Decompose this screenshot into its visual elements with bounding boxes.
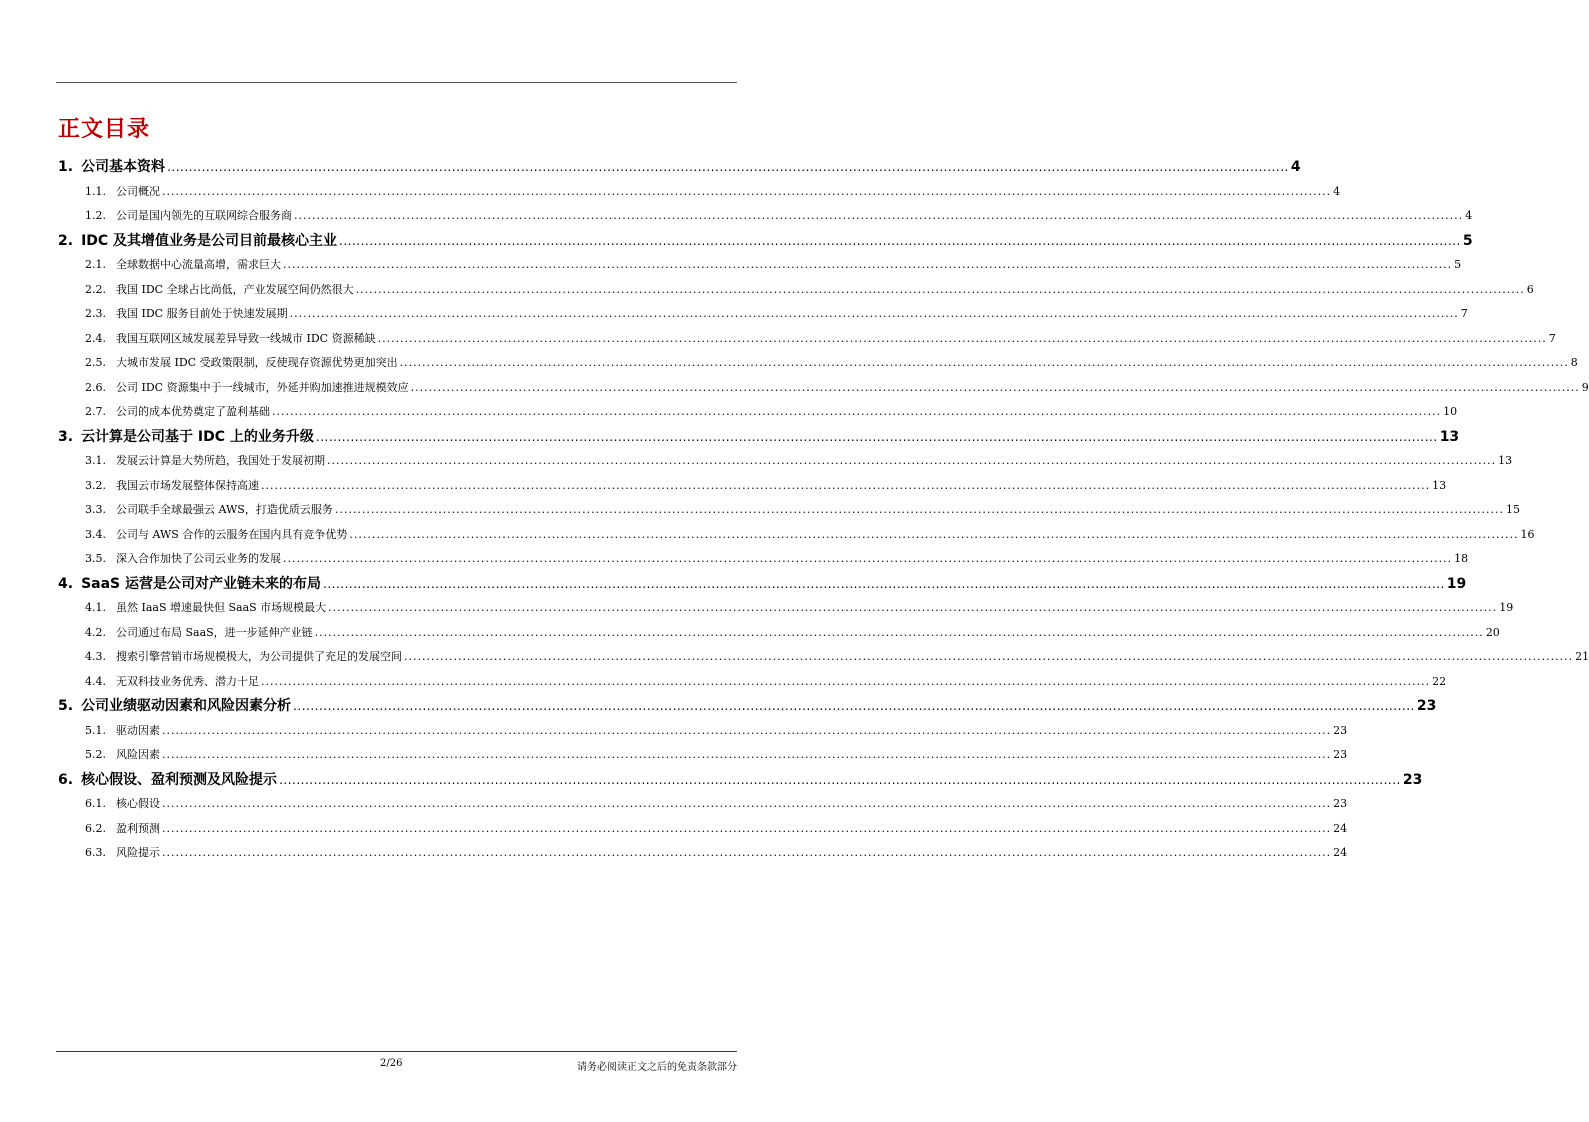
toc-entry-page: 18 xyxy=(1454,552,1469,565)
toc-entry-title: 虽然 IaaS 增速最快但 SaaS 市场规模最大 xyxy=(116,601,327,614)
footer-rule xyxy=(56,1051,737,1052)
toc-entry-number: 2.3. xyxy=(85,307,106,320)
toc-dot-leader: .................................................................................................................................................................................................................................................................... xyxy=(349,527,1519,541)
toc-entry-number: 3.3. xyxy=(85,503,106,516)
toc-dot-leader: .................................................................................................................................................................................................................................................................... xyxy=(334,503,1504,516)
toc-dot-leader: .................................................................................................................................................................................................................................................................... xyxy=(261,478,1431,492)
toc-entry-page: 8 xyxy=(1570,356,1578,369)
toc-entry-title: 盈利预测 xyxy=(116,821,160,835)
table-of-contents xyxy=(58,155,1589,866)
toc-entry-number: 2.5. xyxy=(85,356,106,369)
toc-entry-page: 24 xyxy=(1333,821,1348,835)
toc-entry-title: 公司概况 xyxy=(116,184,160,198)
toc-entry-title: 全球数据中心流量高增，需求巨大 xyxy=(116,258,281,271)
toc-subsection-entry[interactable] xyxy=(58,596,1514,621)
toc-entry-page: 5 xyxy=(1462,232,1473,249)
toc-dot-leader: .................................................................................................................................................................................................................................................................... xyxy=(323,576,1445,591)
toc-dot-leader: .................................................................................................................................................................................................................................................................... xyxy=(327,454,1497,467)
toc-entry-page: 23 xyxy=(1416,698,1437,714)
toc-entry-title: 公司通过布局 SaaS，进一步延伸产业链 xyxy=(116,625,313,639)
toc-dot-leader: .................................................................................................................................................................................................................................................................... xyxy=(293,699,1415,713)
toc-subsection-entry[interactable] xyxy=(58,474,1447,499)
toc-subsection-entry[interactable] xyxy=(58,327,1556,352)
toc-entry-number: 6.1. xyxy=(85,797,106,810)
toc-entry-title: 深入合作加快了公司云业务的发展 xyxy=(116,552,281,565)
toc-subsection-entry[interactable] xyxy=(58,817,1348,842)
toc-entry-page: 23 xyxy=(1333,723,1348,737)
toc-entry-page: 4 xyxy=(1465,209,1473,222)
toc-entry-page: 24 xyxy=(1333,846,1348,859)
toc-entry-number: 4.1. xyxy=(85,601,106,614)
toc-entry-number: 5. xyxy=(58,698,74,714)
toc-entry-title: 我国云市场发展整体保持高速 xyxy=(116,478,259,492)
toc-subsection-entry[interactable] xyxy=(58,547,1469,572)
toc-subsection-entry[interactable] xyxy=(58,278,1534,303)
toc-subsection-entry[interactable] xyxy=(58,743,1348,768)
toc-entry-title: 我国互联网区域发展差异导致一线城市 IDC 资源稀缺 xyxy=(116,331,376,345)
toc-dot-leader: .................................................................................................................................................................................................................................................................... xyxy=(162,821,1332,835)
toc-entry-number: 3.4. xyxy=(85,527,106,541)
toc-entry-title: 公司与 AWS 合作的云服务在国内具有竞争优势 xyxy=(116,527,348,541)
toc-entry-title: SaaS 运营是公司对产业链未来的布局 xyxy=(81,575,321,592)
toc-entry-page: 23 xyxy=(1402,771,1423,788)
toc-entry-number: 3. xyxy=(58,428,74,445)
toc-entry-page: 4 xyxy=(1333,184,1341,198)
toc-section-entry[interactable] xyxy=(58,572,1467,597)
toc-entry-title: 公司业绩驱动因素和风险因素分析 xyxy=(81,698,292,714)
toc-subsection-entry[interactable] xyxy=(58,449,1513,474)
toc-entry-title: 风险提示 xyxy=(116,846,160,859)
toc-entry-number: 2.2. xyxy=(85,282,106,296)
toc-entry-number: 4.4. xyxy=(85,674,106,688)
toc-entry-title: 驱动因素 xyxy=(116,723,160,737)
toc-entry-page: 23 xyxy=(1333,797,1348,810)
toc-subsection-entry[interactable] xyxy=(58,621,1500,646)
toc-dot-leader: .................................................................................................................................................................................................................................................................... xyxy=(162,184,1332,198)
toc-entry-title: 云计算是公司基于 IDC 上的业务升级 xyxy=(81,428,314,445)
toc-entry-title: 公司是国内领先的互联网综合服务商 xyxy=(116,209,292,222)
toc-dot-leader: .................................................................................................................................................................................................................................................................... xyxy=(355,282,1525,296)
toc-entry-number: 2.6. xyxy=(85,380,106,394)
toc-entry-title: 公司 IDC 资源集中于一线城市，外延并购加速推进规模效应 xyxy=(116,380,409,394)
toc-entry-title: 公司的成本优势奠定了盈利基础 xyxy=(116,405,270,418)
toc-entry-number: 6. xyxy=(58,771,74,788)
toc-entry-title: 发展云计算是大势所趋，我国处于发展初期 xyxy=(116,454,325,467)
toc-entry-page: 5 xyxy=(1454,258,1462,271)
toc-subsection-entry[interactable] xyxy=(58,351,1578,376)
toc-title: 正文目录 xyxy=(58,117,151,142)
toc-subsection-entry[interactable] xyxy=(58,498,1520,523)
header-rule xyxy=(56,82,737,83)
toc-dot-leader: .................................................................................................................................................................................................................................................................... xyxy=(162,846,1332,859)
toc-entry-number: 4.2. xyxy=(85,625,106,639)
toc-entry-page: 9 xyxy=(1581,380,1589,394)
toc-section-entry[interactable] xyxy=(58,229,1473,254)
toc-dot-leader: .................................................................................................................................................................................................................................................................... xyxy=(314,625,1484,639)
toc-entry-number: 1. xyxy=(58,159,74,175)
page-number: 2/26 xyxy=(380,1058,403,1069)
toc-dot-leader: .................................................................................................................................................................................................................................................................... xyxy=(283,552,1453,565)
toc-subsection-entry[interactable] xyxy=(58,792,1348,817)
toc-subsection-entry[interactable] xyxy=(58,253,1462,278)
toc-dot-leader: .................................................................................................................................................................................................................................................................... xyxy=(399,356,1569,369)
toc-entry-page: 7 xyxy=(1548,331,1556,345)
toc-entry-number: 5.2. xyxy=(85,748,106,761)
toc-entry-title: 风险因素 xyxy=(116,748,160,761)
toc-subsection-entry[interactable] xyxy=(58,400,1458,425)
toc-entry-number: 1.2. xyxy=(85,209,106,222)
toc-subsection-entry[interactable] xyxy=(58,302,1468,327)
disclaimer-note: 请务必阅读正文之后的免责条款部分 xyxy=(577,1062,737,1073)
toc-dot-leader: .................................................................................................................................................................................................................................................................... xyxy=(162,723,1332,737)
toc-entry-number: 2. xyxy=(58,232,74,249)
toc-subsection-entry[interactable] xyxy=(58,204,1473,229)
toc-entry-title: 核心假设 xyxy=(116,797,160,810)
toc-entry-page: 13 xyxy=(1498,454,1513,467)
toc-entry-page: 21 xyxy=(1575,650,1589,663)
toc-entry-title: IDC 及其增值业务是公司目前最核心主业 xyxy=(81,232,338,249)
toc-entry-page: 4 xyxy=(1290,159,1301,175)
toc-entry-title: 我国 IDC 服务目前处于快速发展期 xyxy=(116,307,288,320)
toc-entry-number: 4. xyxy=(58,575,74,592)
toc-dot-leader: .................................................................................................................................................................................................................................................................... xyxy=(339,233,1461,248)
toc-entry-number: 3.2. xyxy=(85,478,106,492)
toc-entry-number: 2.1. xyxy=(85,258,106,271)
toc-entry-page: 16 xyxy=(1520,527,1535,541)
toc-section-entry[interactable] xyxy=(58,425,1460,450)
toc-section-entry[interactable] xyxy=(58,694,1437,719)
toc-subsection-entry[interactable] xyxy=(58,523,1535,548)
toc-entry-page: 19 xyxy=(1446,575,1467,592)
toc-dot-leader: .................................................................................................................................................................................................................................................................... xyxy=(283,258,1453,271)
toc-subsection-entry[interactable] xyxy=(58,719,1348,744)
toc-entry-number: 3.5. xyxy=(85,552,106,565)
toc-entry-number: 6.2. xyxy=(85,821,106,835)
toc-dot-leader: .................................................................................................................................................................................................................................................................... xyxy=(404,650,1574,663)
toc-subsection-entry[interactable] xyxy=(58,841,1348,866)
toc-dot-leader: .................................................................................................................................................................................................................................................................... xyxy=(289,307,1459,320)
toc-dot-leader: .................................................................................................................................................................................................................................................................... xyxy=(261,674,1431,688)
toc-entry-number: 2.7. xyxy=(85,405,106,418)
toc-subsection-entry[interactable] xyxy=(58,376,1589,401)
toc-subsection-entry[interactable] xyxy=(58,180,1341,205)
toc-dot-leader: .................................................................................................................................................................................................................................................................... xyxy=(410,380,1580,394)
toc-dot-leader: .................................................................................................................................................................................................................................................................... xyxy=(279,772,1401,787)
toc-subsection-entry[interactable] xyxy=(58,670,1447,695)
toc-dot-leader: .................................................................................................................................................................................................................................................................... xyxy=(377,331,1547,345)
toc-entry-page: 6 xyxy=(1526,282,1534,296)
toc-entry-page: 23 xyxy=(1333,748,1348,761)
toc-dot-leader: .................................................................................................................................................................................................................................................................... xyxy=(162,748,1332,761)
toc-entry-number: 6.3. xyxy=(85,846,106,859)
toc-entry-number: 4.3. xyxy=(85,650,106,663)
toc-entry-title: 无双科技业务优秀、潜力十足 xyxy=(116,674,259,688)
toc-section-entry[interactable] xyxy=(58,155,1301,180)
toc-entry-page: 7 xyxy=(1460,307,1468,320)
toc-dot-leader: .................................................................................................................................................................................................................................................................... xyxy=(294,209,1464,222)
toc-entry-title: 公司基本资料 xyxy=(81,159,166,175)
toc-entry-page: 15 xyxy=(1505,503,1520,516)
toc-entry-page: 19 xyxy=(1499,601,1514,614)
toc-entry-page: 10 xyxy=(1443,405,1458,418)
toc-entry-page: 13 xyxy=(1432,478,1447,492)
toc-entry-title: 核心假设、盈利预测及风险提示 xyxy=(81,771,278,788)
toc-entry-page: 22 xyxy=(1432,674,1447,688)
toc-entry-number: 1.1. xyxy=(85,184,106,198)
toc-entry-page: 13 xyxy=(1439,428,1460,445)
toc-entry-title: 公司联手全球最强云 AWS，打造优质云服务 xyxy=(116,503,333,516)
toc-dot-leader: .................................................................................................................................................................................................................................................................... xyxy=(167,160,1289,174)
toc-section-entry[interactable] xyxy=(58,768,1423,793)
toc-entry-page: 20 xyxy=(1485,625,1500,639)
toc-subsection-entry[interactable] xyxy=(58,645,1589,670)
toc-entry-number: 5.1. xyxy=(85,723,106,737)
toc-dot-leader: .................................................................................................................................................................................................................................................................... xyxy=(315,429,1438,444)
toc-entry-title: 搜索引擎营销市场规模极大，为公司提供了充足的发展空间 xyxy=(116,650,402,663)
toc-dot-leader: .................................................................................................................................................................................................................................................................... xyxy=(272,405,1442,418)
toc-dot-leader: .................................................................................................................................................................................................................................................................... xyxy=(328,601,1498,614)
toc-entry-title: 我国 IDC 全球占比尚低，产业发展空间仍然很大 xyxy=(116,282,354,296)
toc-entry-number: 3.1. xyxy=(85,454,106,467)
toc-dot-leader: .................................................................................................................................................................................................................................................................... xyxy=(162,797,1332,810)
toc-entry-title: 大城市发展 IDC 受政策限制，反使现存资源优势更加突出 xyxy=(116,356,398,369)
toc-entry-number: 2.4. xyxy=(85,331,106,345)
